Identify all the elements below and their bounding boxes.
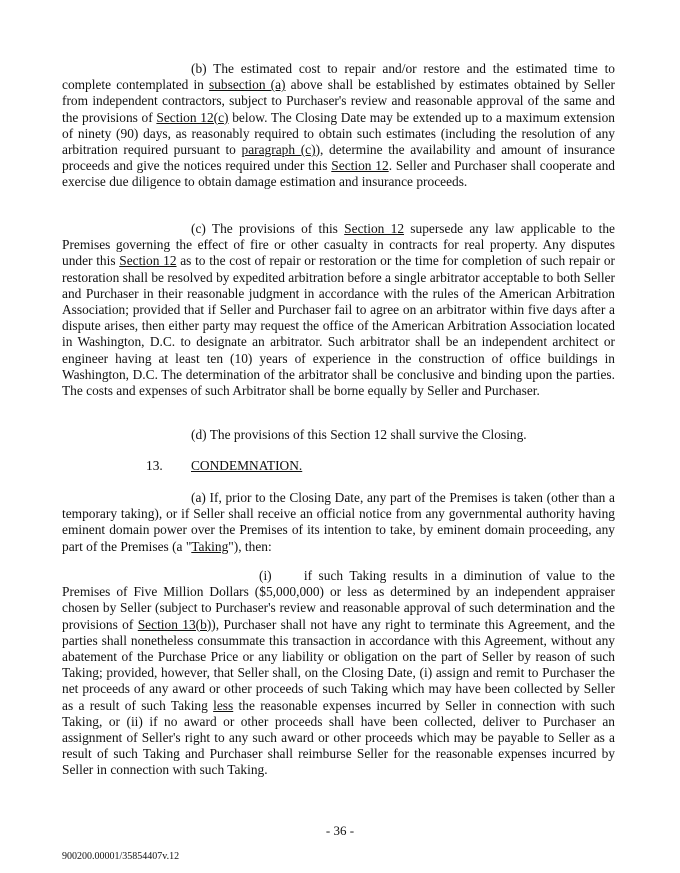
ref-section-12: Section 12: [344, 221, 405, 236]
ref-paragraph-c: paragraph (c): [241, 142, 316, 158]
section-13-number: 13.: [146, 458, 163, 473]
defined-term-taking: Taking: [191, 538, 229, 554]
ref-section-13b: Section 13(b): [137, 616, 212, 632]
paragraph-12b: (b) The estimated cost to repair and/or restore and the estimated time to complete contemplated in subsection (a) above shall be established by estimates obtained by Seller from independent contractors, subject to Purchaser's review and reasonable approval of the same and the provisions of Section 12(c) below. The Closing Date may be extended up to a maximum extension of ninety (90) days, as reasonably required to obtain such estimates (including the resolution of any arbitration required pursuant to paragraph (c)), determine the availability and amount of insurance proceeds and give the notices required under this Section 12. Seller and Purchaser shall cooperate and exercise due diligence to obtain damage estimation and insurance proceeds.: [62, 61, 616, 190]
ref-section-12: Section 12: [119, 253, 177, 269]
ref-section-12c: Section 12(c): [156, 109, 229, 125]
emphasis-less: less: [213, 697, 234, 713]
page-number: - 36 -: [325, 823, 355, 838]
paragraph-13a-i: (i) if such Taking results in a diminution of value to the Premises of Five Million Dollars ($5,000,000) or less as determined by an independent appraiser chosen by Seller (subject to Purchaser's review and reasonable approval of such determination and the provisions of Section 13(b)), Purchaser shall not have any right to terminate this Agreement, and the parties shall nonetheless consummate this transaction in accordance with this Agreement, without any abatement of the Purchase Price or any liability or obligation on the part of Seller by reason of such Taking; provided, however, that Seller shall, on the Closing Date, (i) assign and remit to Purchaser the net proceeds of any award or other proceeds of such Taking which may have been collected by Seller as a result of such Taking less the reasonable expenses incurred by Seller in connection with such Taking, or (ii) if no award or other proceeds shall have been collected, deliver to Purchaser an assignment of Seller's right to any such award or other proceeds which may be payable to Seller as a result of such Taking and Purchaser shall reimburse Seller for the reasonable expenses incurred by Seller in connection with such Taking.: [62, 568, 615, 778]
document-id: 900200.00001/35854407v.12: [62, 851, 180, 862]
ref-section-12: Section 12: [331, 158, 389, 174]
paragraph-12d: (d) The provisions of this Section 12 shall survive the Closing.: [191, 427, 527, 442]
paragraph-13a: (a) If, prior to the Closing Date, any part of the Premises is taken (other than a temporary taking), or if Seller shall receive an official notice from any governmental authority having eminent domain power over the Premises of its intention to take, by eminent domain proceeding, any part of the Premises (a "Taking"), then:: [62, 490, 615, 554]
section-13-title: CONDEMNATION.: [191, 458, 303, 473]
paragraph-12c: (c) The provisions of this Section 12 supersede any law applicable to the Premises governing the effect of fire or other casualty in contracts for real property. Any disputes under this Section 12 as to the cost of repair or restoration or the time for completion of such repair or restoration shall be resolved by expedited arbitration before a single arbitrator acceptable to both Seller and Purchaser in their reasonable judgment in accordance with the rules of the American Arbitration Association; provided that if Seller and Purchaser fail to agree on an arbitrator within five days after a dispute arises, then either party may request the office of the American Arbitration Association located in Washington, D.C. to designate an arbitrator. Such arbitrator shall be an independent architect or engineer having at least ten (10) years of experience in the construction of office buildings in Washington, D.C. The determination of the arbitrator shall be conclusive and binding upon the parties. The costs and expenses of such Arbitrator shall be borne equally by Seller and Purchaser.: [62, 221, 616, 399]
ref-subsection-a: subsection (a): [209, 77, 286, 93]
